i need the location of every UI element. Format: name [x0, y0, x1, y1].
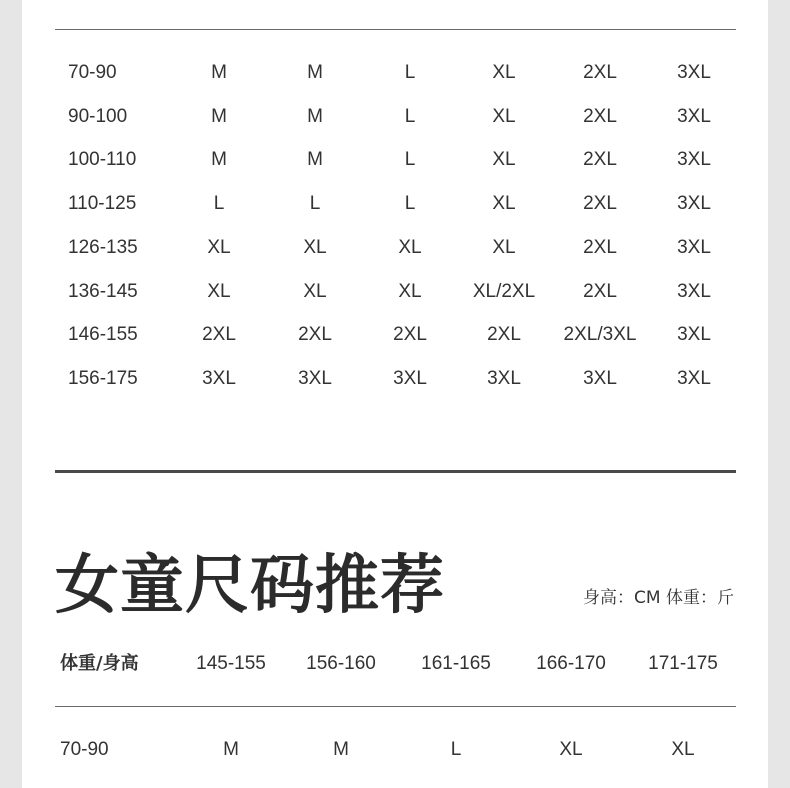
size-cell: 2XL	[202, 324, 236, 345]
size-cell: 2XL	[583, 106, 617, 127]
size-cell: 2XL/3XL	[563, 324, 637, 345]
size-cell: 2XL	[393, 324, 427, 345]
size-cell: M	[223, 739, 239, 760]
size-cell: L	[213, 193, 225, 214]
size-cell: XL/2XL	[472, 281, 536, 302]
header-divider	[55, 706, 736, 707]
size-cell: 3XL	[677, 62, 711, 83]
size-cell: XL	[492, 237, 516, 258]
size-cell: 2XL	[583, 62, 617, 83]
weight-range-cell: 70-90	[68, 62, 117, 83]
table-row	[0, 148, 790, 172]
size-cell: M	[211, 62, 227, 83]
section-divider	[55, 470, 736, 473]
top-divider	[55, 29, 736, 30]
table-row	[0, 61, 790, 85]
table-row	[0, 280, 790, 304]
size-cell: L	[309, 193, 321, 214]
size-cell: L	[450, 739, 462, 760]
table-row	[0, 105, 790, 129]
size-cell: 3XL	[677, 106, 711, 127]
size-cell: L	[404, 62, 416, 83]
size-cell: XL	[207, 281, 231, 302]
weight-range-cell: 146-155	[68, 324, 138, 345]
size-cell: 3XL	[202, 368, 236, 389]
size-cell: XL	[492, 149, 516, 170]
size-cell: XL	[559, 739, 583, 760]
size-cell: XL	[207, 237, 231, 258]
size-cell: M	[307, 149, 323, 170]
height-range-header: 161-165	[421, 653, 491, 674]
size-cell: 3XL	[487, 368, 521, 389]
size-cell: 3XL	[677, 193, 711, 214]
table-row	[0, 738, 790, 762]
size-cell: XL	[671, 739, 695, 760]
size-cell: M	[211, 149, 227, 170]
size-cell: M	[307, 62, 323, 83]
size-cell: 3XL	[677, 149, 711, 170]
size-cell: 2XL	[583, 149, 617, 170]
size-cell: 2XL	[583, 193, 617, 214]
size-cell: 3XL	[677, 237, 711, 258]
weight-range-cell: 110-125	[68, 193, 137, 214]
table-row	[0, 367, 790, 391]
size-cell: XL	[492, 62, 516, 83]
size-cell: XL	[398, 281, 422, 302]
weight-range-cell: 70-90	[60, 739, 109, 760]
weight-range-cell: 90-100	[68, 106, 128, 127]
height-range-header: 171-175	[648, 653, 718, 674]
size-cell: XL	[492, 193, 516, 214]
size-cell: L	[404, 193, 416, 214]
weight-range-cell: 156-175	[68, 368, 138, 389]
size-cell: 3XL	[583, 368, 617, 389]
units-note: 身高：CM 体重：斤	[583, 588, 734, 608]
size-cell: L	[404, 149, 416, 170]
table-row	[0, 192, 790, 216]
size-cell: XL	[303, 281, 327, 302]
size-cell: XL	[303, 237, 327, 258]
size-cell: 3XL	[677, 368, 711, 389]
size-cell: M	[211, 106, 227, 127]
size-cell: XL	[492, 106, 516, 127]
table-row	[0, 323, 790, 347]
size-cell: M	[333, 739, 349, 760]
size-cell: M	[307, 106, 323, 127]
table-row	[0, 236, 790, 260]
weight-range-cell: 100-110	[68, 149, 137, 170]
height-range-header: 166-170	[536, 653, 606, 674]
size-cell: 2XL	[487, 324, 521, 345]
size-cell: 3XL	[677, 281, 711, 302]
size-cell: XL	[398, 237, 422, 258]
size-cell: 3XL	[677, 324, 711, 345]
weight-range-cell: 126-135	[68, 237, 138, 258]
size-cell: 3XL	[393, 368, 427, 389]
girls-size-title: 女童尺码推荐	[55, 549, 445, 623]
weight-range-cell: 136-145	[68, 281, 138, 302]
height-range-header: 145-155	[196, 653, 266, 674]
size-cell: 2XL	[298, 324, 332, 345]
header-label: 体重/身高	[60, 653, 139, 674]
height-range-header: 156-160	[306, 653, 376, 674]
girls-table-header	[0, 652, 790, 676]
size-cell: 2XL	[583, 281, 617, 302]
size-cell: 3XL	[298, 368, 332, 389]
size-cell: 2XL	[583, 237, 617, 258]
size-cell: L	[404, 106, 416, 127]
